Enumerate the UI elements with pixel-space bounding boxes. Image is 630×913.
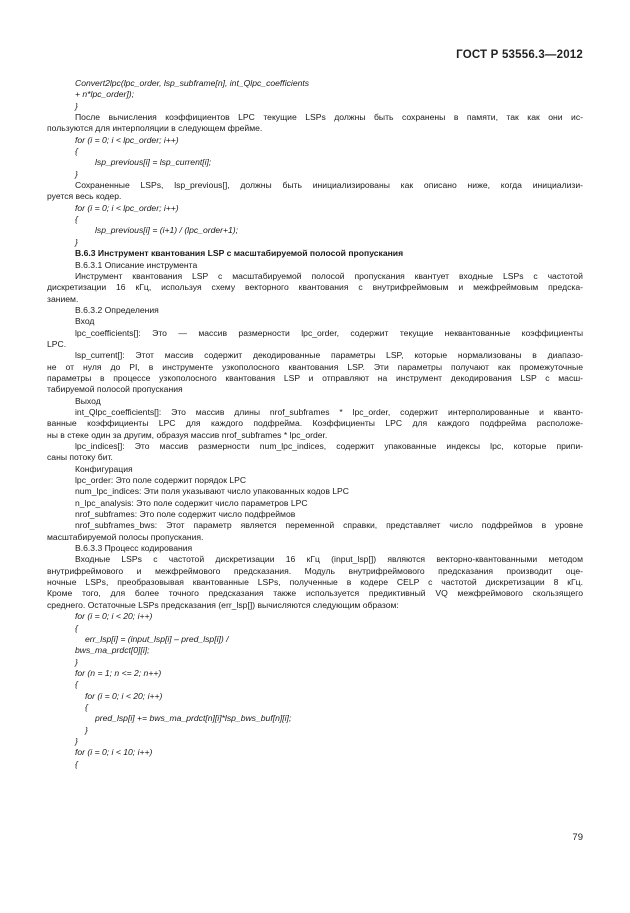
text-line: не от нуля до PI, в инструменте узкополосного квантования LSP. Эти параметры получают как промежуточные bbox=[47, 361, 583, 372]
text-line: ночные LSPs, преобразовывая квантованные LSPs, полученные в кодере CELP с частотой дискретизации 8 кГц. bbox=[47, 577, 583, 588]
text-line: Вход bbox=[75, 316, 95, 327]
text-line: { bbox=[75, 146, 78, 157]
text-line: { bbox=[75, 679, 78, 690]
text-line: { bbox=[75, 622, 78, 633]
text-line: Выход bbox=[75, 395, 101, 406]
text-line: занием. bbox=[47, 293, 79, 304]
text-line: lsp_previous[i] = lsp_current[i]; bbox=[95, 157, 212, 168]
text-line: } bbox=[75, 656, 78, 667]
text-line: масштабируемой полосы пропускания. bbox=[47, 531, 204, 542]
text-line: n_lpc_analysis: Это поле содержит число параметров LPC bbox=[75, 497, 308, 508]
document-body bbox=[47, 78, 583, 770]
text-line: } bbox=[75, 735, 78, 746]
text-line: lpc_order: Это поле содержит порядок LPC bbox=[75, 475, 247, 486]
text-line: Сохраненные LSPs, lsp_previous[], должны быть инициализированы как описано ниже, когда инициализи- bbox=[75, 180, 583, 191]
text-line: } bbox=[75, 100, 78, 111]
page-header: ГОСТ Р 53556.3—2012 bbox=[456, 49, 583, 61]
text-line: for (i = 0; i < 20; i++) bbox=[85, 690, 163, 701]
text-line: for (i = 0; i < lpc_order; i++) bbox=[75, 202, 179, 213]
text-line: Инструмент квантования LSP с масштабируемой полосой пропускания квантует входные LSPs с частотой bbox=[75, 270, 583, 281]
text-line: LPC. bbox=[47, 338, 67, 349]
text-line: bws_ma_prdct[0][i]; bbox=[75, 645, 150, 656]
text-line: руется весь кодер. bbox=[47, 191, 122, 202]
text-line: err_lsp[i] = (input_lsp[i] – pred_lsp[i]) / bbox=[85, 633, 229, 644]
text-line: B.6.3.1 Описание инструмента bbox=[75, 259, 198, 270]
text-line: num_lpc_indices: Эти поля указывают число упакованных кодов LPC bbox=[75, 486, 349, 497]
text-line: lsp_previous[i] = (i+1) / (lpc_order+1); bbox=[95, 225, 239, 236]
text-line: lsp_current[]: Этот массив содержит декодированные параметры LSP, которые нормализованы в диапазо- bbox=[75, 350, 583, 361]
text-line: } bbox=[75, 168, 78, 179]
text-line: { bbox=[85, 701, 88, 712]
text-line: lpc_coefficients[]: Это — массив размерности lpc_order, содержит текущие неквантованные коэффициенты bbox=[75, 327, 583, 338]
text-line: B.6.3 Инструмент квантования LSP с масштабируемой полосой пропускания bbox=[75, 248, 404, 259]
text-line: Convert2lpc(lpc_order, lsp_subframe[n], int_Qlpc_coefficients bbox=[75, 78, 310, 88]
text-line: + n*lpc_order]); bbox=[75, 89, 134, 100]
text-line: внутрифреймового и межфреймового предсказания. Модуль внутрифреймового предсказания производит оце- bbox=[47, 565, 583, 576]
text-line: пользуются для интерполяции в следующем фрейме. bbox=[47, 123, 263, 134]
text-line: { bbox=[75, 758, 78, 769]
text-line: for (i = 0; i < lpc_order; i++) bbox=[75, 134, 179, 145]
text-line: Входные LSPs с частотой дискретизации 16 кГц (input_lsp[]) являются векторно-квантованными методом bbox=[75, 554, 583, 565]
text-line: Кроме того, для более точного предсказания также используется предиктивный VQ межфреймового скользящего bbox=[47, 588, 583, 599]
text-line: табируемой полосой пропускания bbox=[47, 384, 183, 395]
page-number: 79 bbox=[572, 832, 583, 843]
text-line: B.6.3.2 Определения bbox=[75, 304, 159, 315]
text-line: ванные коэффициенты LPC для каждого подфрейма. Коэффициенты LPC для каждого подфрейма расположе- bbox=[47, 418, 583, 429]
text-line: саны потоку бит. bbox=[47, 452, 113, 463]
text-line: ны в стеке один за другим, образуя массив nrof_subframes * lpc_order. bbox=[47, 429, 328, 440]
text-line: параметры в процессе узкополосного квантования LSP и отправляют на инструмент декодирования LSP с масш- bbox=[47, 372, 583, 383]
text-line: B.6.3.3 Процесс кодирования bbox=[75, 543, 193, 554]
text-line: for (i = 0; i < 20; i++) bbox=[75, 611, 153, 622]
text-line: } bbox=[75, 236, 78, 247]
text-line: pred_lsp[i] += bws_ma_prdct[n][i]*lsp_bws_buf[n][i]; bbox=[95, 713, 292, 724]
text-line: lpc_indices[]: Это массив размерности num_lpc_indices, содержит упакованные индексы lpc, которые припи- bbox=[75, 441, 583, 451]
text-line: int_Qlpc_coefficients[]: Это массив длины nrof_subframes * lpc_order, содержит интерполированные и кванто- bbox=[75, 406, 583, 417]
text-line: дискретизации 16 кГц, используя схему векторного квантования с внутрифреймовым и межфреймовым предска- bbox=[47, 282, 583, 293]
text-line: Конфигурация bbox=[75, 463, 133, 474]
text-line: for (n = 1; n <= 2; n++) bbox=[75, 667, 162, 678]
text-line: } bbox=[85, 724, 88, 735]
text-line: nrof_subframes: Это поле содержит число подфреймов bbox=[75, 509, 296, 520]
text-line: for (i = 0; i < 10; i++) bbox=[75, 747, 153, 758]
text-line: { bbox=[75, 214, 78, 225]
text-line: среднего. Остаточные LSPs предсказания (err_lsp[]) вычисляются следующим образом: bbox=[47, 599, 399, 610]
text-line: nrof_subframes_bws: Этот параметр является переменной справки, представляет число подфреймов в уровне bbox=[75, 520, 583, 531]
text-line: После вычисления коэффициентов LPC текущие LSPs должны быть сохранены в памяти, так как они ис- bbox=[75, 112, 583, 123]
